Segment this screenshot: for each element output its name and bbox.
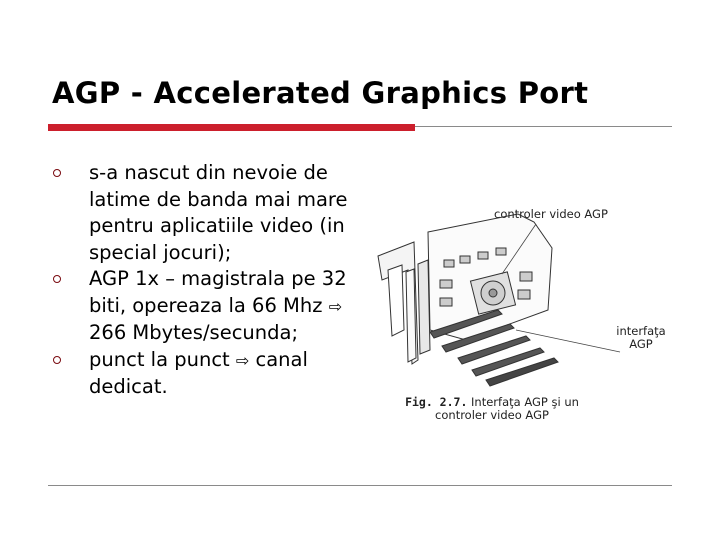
bullet-text: 266 Mbytes/secunda;	[89, 321, 299, 344]
hollow-circle-icon	[53, 275, 61, 283]
bullet-text: punct la punct	[89, 347, 236, 371]
bullet-text: AGP 1x – magistrala pe 32 biti, opereaza la 66 Mhz	[89, 267, 347, 317]
figure-caption	[402, 396, 582, 422]
bullet-item	[52, 266, 362, 347]
callout-interface-label: interfaţa AGP	[616, 324, 666, 351]
hollow-circle-icon	[53, 356, 61, 364]
bullet-item	[52, 347, 362, 401]
hollow-circle-icon	[53, 169, 61, 177]
callout-controller-label: controler video AGP	[494, 207, 608, 221]
figure-caption-prefix: Fig. 2.7.	[405, 395, 468, 409]
title-underline-accent	[48, 124, 415, 131]
bullet-list	[52, 160, 362, 401]
figure-caption-text: Interfaţa AGP şi un controler video AGP	[435, 395, 579, 422]
right-arrow-icon: ⇨	[235, 350, 250, 370]
title-underline-rule	[415, 126, 672, 127]
bullet-text: canal dedicat.	[89, 347, 308, 398]
slide-title: AGP - Accelerated Graphics Port	[52, 76, 589, 110]
bullet-item	[52, 160, 362, 266]
bullet-text: s-a nascut din nevoie de latime de banda mai mare pentru aplicatiile video (in special jocuri);	[89, 161, 348, 264]
footer-rule	[48, 485, 672, 486]
right-arrow-icon: ⇨	[328, 296, 343, 316]
